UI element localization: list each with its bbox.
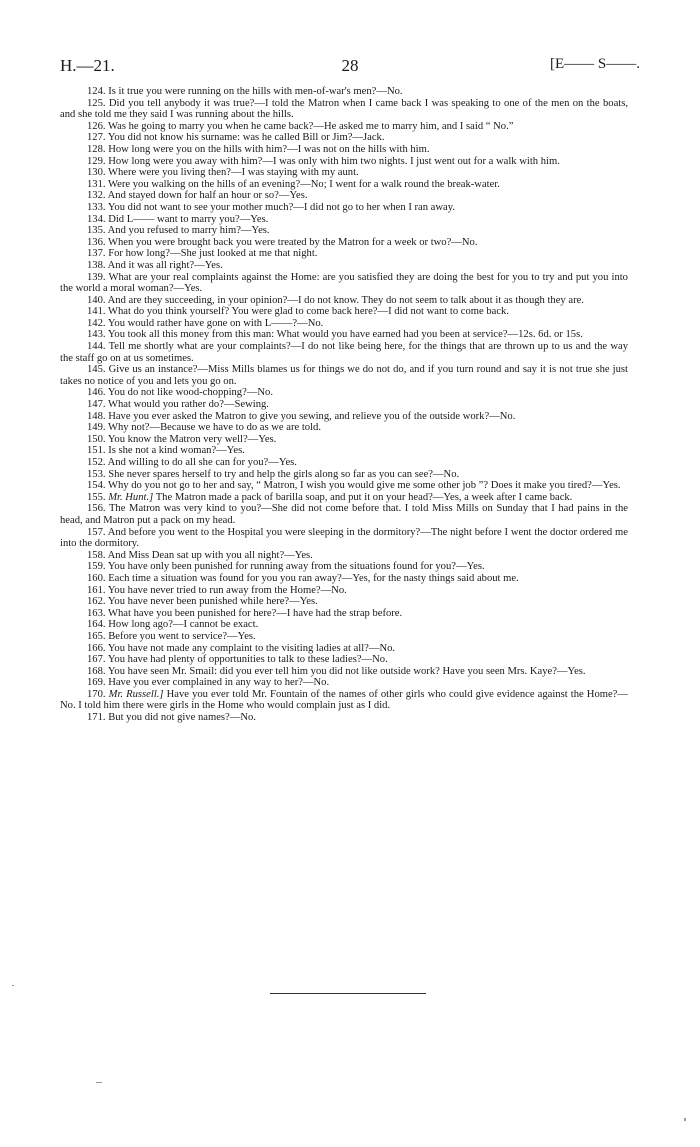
question-number: 142. [87,317,106,329]
question-number: 128. [87,143,106,155]
qa-entry [60,561,628,573]
qa-entry [60,712,628,724]
question-number: 129. [87,155,106,167]
qa-entry [60,480,628,492]
question-number: 144. [87,341,106,353]
question-answer-text: When you were brought back you were treated by the Matron for a week or two?—No. [108,236,478,248]
question-number: 146. [87,387,106,399]
qa-entry [60,631,628,643]
question-number: 156. [87,503,106,515]
question-answer-text: Before you went to service?—Yes. [108,630,256,642]
question-number: 167. [87,654,106,666]
question-answer-text: How long were you away with him?—I was only with him two nights. I just went out for a walk with him. [108,155,560,167]
qa-entry [60,237,628,249]
question-answer-text: You have only been punished for running away from the situations found for you?—Yes. [107,561,485,573]
page-header [60,56,640,82]
question-number: 166. [87,642,106,654]
question-answer-text: Each time a situation was found for you you ran away?—Yes, for the nasty things said about me. [108,572,519,584]
qa-entry [60,121,628,133]
question-number: 133. [87,201,106,213]
question-answer-text: Were you walking on the hills of an evening?—No; I went for a walk round the break-water. [108,178,500,190]
qa-entry [60,132,628,144]
qa-entry [60,341,628,364]
question-answer-text: Tell me shortly what are your complaints?—I do not like being here, for the things that are thrown up to us and the way the staff go on at us sometimes. [60,341,628,364]
question-answer-text: You have never tried to run away from the Home?—No. [107,584,347,596]
question-number: 138. [87,259,106,271]
speaker-label: Mr. Russell.] [108,688,164,700]
question-number: 151. [87,445,106,457]
question-answer-text: And before you went to the Hospital you were sleeping in the dormitory?—The night before I went the doctor ordered me into the dormitory. [60,526,628,550]
qa-entry [60,167,628,179]
question-answer-text: Have you ever told Mr. Fountain of the names of other girls who could give evidence against the Home?—No. I told him there were girls in the Home who would complain just as I did. [60,688,628,712]
question-answer-text: What do you think yourself? You were glad to come back here?—I did not want to come back. [108,306,509,318]
question-number: 135. [87,225,106,237]
speaker-label: Mr. Hunt.] [108,491,154,503]
question-answer-text: Did you tell anybody it was true?—I told the Matron when I came back I was speaking to one of the men on the boats, and she told me they said I was running about the hills. [60,97,628,121]
qa-entry [60,306,628,318]
qa-entry [60,654,628,666]
question-number: 130. [87,167,106,179]
question-number: 145. [87,364,106,376]
qa-entry [60,202,628,214]
qa-entry [60,422,628,434]
qa-entry [60,248,628,260]
question-answer-text: Have you ever asked the Matron to give you sewing, and relieve you of the outside work?—No. [108,410,516,422]
qa-entry [60,399,628,411]
qa-entry [60,596,628,608]
question-number: 158. [87,549,106,561]
question-number: 137. [87,248,106,260]
question-number: 155. [87,491,106,503]
question-answer-text: The Matron made a pack of barilla soap, and put it on your head?—Yes, a week after I came back. [155,491,573,503]
page-number: 28 [341,56,359,75]
qa-entry [60,643,628,655]
question-number: 143. [87,329,106,341]
question-answer-text: You took all this money from this man: What would you have earned had you been at service?—12s. 6d. or 15s. [107,329,583,341]
qa-entry [60,179,628,191]
qa-entry [60,469,628,481]
qa-entry [60,608,628,620]
question-number: 170. [87,688,106,700]
qa-entry [60,677,628,689]
question-number: 161. [87,584,106,596]
question-number: 159. [87,561,106,573]
qa-entry [60,527,628,550]
question-answer-text: Is she not a kind woman?—Yes. [108,445,245,457]
question-number: 124. [87,86,106,97]
question-answer-text: Why not?—Because we have to do as we are told. [108,422,321,434]
qa-entry [60,295,628,307]
question-number: 162. [87,596,106,608]
qa-entry [60,329,628,341]
scan-speck [12,985,14,986]
question-answer-text: What have you been punished for here?—I have had the strap before. [108,607,403,619]
question-number: 148. [87,410,106,422]
question-number: 164. [87,619,106,631]
question-number: 147. [87,399,106,411]
qa-entry [60,144,628,156]
question-number: 150. [87,433,106,445]
qa-entry [60,272,628,295]
question-answer-text: You do not like wood-chopping?—No. [107,387,273,399]
witness-reference: [E—— S——. [550,56,640,72]
question-answer-text: And you refused to marry him?—Yes. [107,225,270,237]
qa-entry [60,492,628,504]
question-answer-text: But you did not give names?—No. [108,712,256,724]
question-number: 163. [87,607,106,619]
question-answer-text: You have seen Mr. Smail: did you ever tell him you did not like outside work? Have you seen Mrs. Kaye?—Yes. [107,665,586,677]
qa-entry [60,585,628,597]
question-number: 134. [87,213,106,225]
qa-entry [60,689,628,712]
question-answer-text: And stayed down for half an hour or so?—Yes. [107,190,308,202]
scan-speck [684,1118,686,1121]
qa-entry [60,387,628,399]
question-number: 153. [87,468,106,480]
question-answer-text: You have never been punished while here?—Yes. [107,596,318,608]
qa-entry [60,434,628,446]
question-number: 168. [87,665,106,677]
question-number: 154. [87,480,106,492]
question-answer-text: Give us an instance?—Miss Mills blames us for things we do not do, and if you turn round and say it is not true she just takes no notice of you and lets you go on. [60,364,628,387]
question-answer-text: How long ago?—I cannot be exact. [108,619,259,631]
question-answer-text: You did not know his surname: was he called Bill or Jim?—Jack. [107,132,385,144]
question-number: 126. [87,120,106,132]
question-number: 139. [87,271,106,283]
question-answer-text: And it was all right?—Yes. [107,259,223,271]
qa-entry [60,225,628,237]
question-answer-text: Why do you not go to her and say, “ Matron, I wish you would give me some other job ”? Does it make you tired?—Yes. [108,480,621,492]
question-number: 132. [87,190,106,202]
qa-entry [60,86,628,98]
question-answer-text: Is it true you were running on the hills with men-of-war's men?—No. [108,86,403,97]
qa-entry [60,98,628,121]
question-answer-text: You did not want to see your mother much?—I did not go to her when I ran away. [107,201,455,213]
question-number: 125. [87,97,106,109]
evidence-transcript [60,86,628,724]
qa-entry [60,411,628,423]
question-number: 160. [87,572,106,584]
question-answer-text: She never spares herself to try and help the girls along so far as you can see?—No. [108,468,460,480]
question-number: 127. [87,132,106,144]
scan-speck [96,1082,102,1083]
question-answer-text: You have not made any complaint to the visiting ladies at all?—No. [107,642,396,654]
qa-entry [60,190,628,202]
qa-entry [60,364,628,387]
qa-entry [60,214,628,226]
series-reference: H.—21. [60,56,115,75]
qa-entry [60,156,628,168]
qa-entry [60,457,628,469]
question-answer-text: And willing to do all she can for you?—Yes. [107,457,297,468]
qa-entry [60,573,628,585]
qa-entry [60,619,628,631]
question-number: 171. [87,712,106,724]
question-answer-text: Did L—— want to marry you?—Yes. [108,213,269,225]
question-answer-text: You have had plenty of opportunities to talk to these ladies?—No. [107,654,388,666]
qa-entry [60,318,628,330]
question-number: 152. [87,457,106,468]
qa-entry [60,260,628,272]
question-answer-text: What would you rather do?—Sewing. [108,399,269,411]
question-answer-text: The Matron was very kind to you?—She did not come before that. I told Miss Mills on Sunday that I had pains in the head, and Matron put a pack on my head. [60,503,628,526]
question-answer-text: And are they succeeding, in your opinion?—I do not know. They do not seem to talk about it as though they are. [107,294,584,306]
question-answer-text: What are your real complaints against the Home: are you satisfied they are doing the best for you to try and put you into the world a moral woman?—Yes. [60,271,628,295]
closing-rule [270,993,426,994]
question-answer-text: Was he going to marry you when he came back?—He asked me to marry him, and I said “ No.” [108,120,514,132]
qa-entry [60,503,628,526]
question-answer-text: And Miss Dean sat up with you all night?—Yes. [107,549,313,561]
question-answer-text: You know the Matron very well?—Yes. [107,433,277,445]
question-number: 165. [87,630,106,642]
question-number: 140. [87,294,106,306]
question-number: 157. [87,526,106,538]
qa-entry [60,550,628,562]
question-answer-text: You would rather have gone on with L——?—No. [107,317,324,329]
question-number: 131. [87,178,106,190]
question-number: 141. [87,306,106,318]
question-number: 169. [87,677,106,689]
question-answer-text: For how long?—She just looked at me that night. [108,248,318,260]
question-answer-text: Where were you living then?—I was staying with my aunt. [108,167,359,179]
question-answer-text: How long were you on the hills with him?—I was not on the hills with him. [108,143,430,155]
qa-entry [60,666,628,678]
qa-entry [60,445,628,457]
question-number: 149. [87,422,106,434]
question-answer-text: Have you ever complained in any way to her?—No. [108,677,330,689]
question-number: 136. [87,236,106,248]
